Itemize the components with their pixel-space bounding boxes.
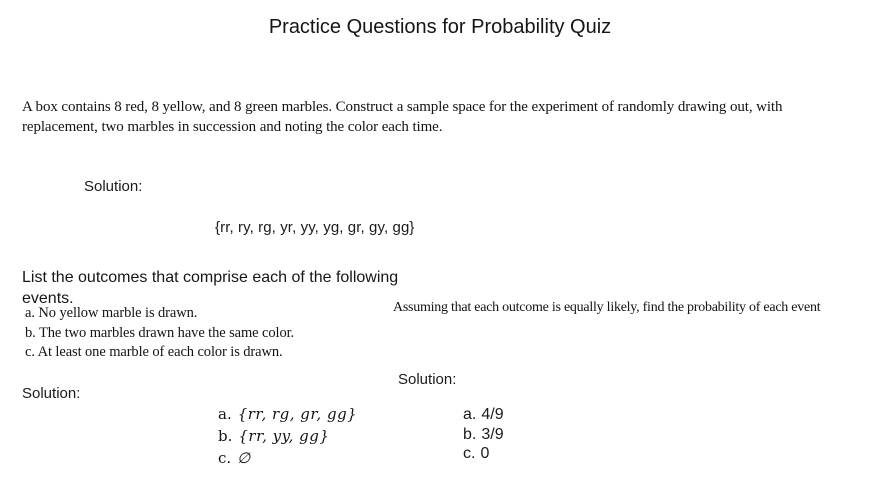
event-answer-c-set: ∅ <box>237 449 251 467</box>
event-answers-list <box>218 403 357 469</box>
sample-space-set: {rr, ry, rg, yr, yy, yg, gr, gy, gg} <box>215 219 415 236</box>
event-item-a <box>25 304 294 324</box>
probability-answer-a <box>463 405 504 425</box>
probability-solution-label: Solution: <box>398 371 457 388</box>
page-title: Practice Questions for Probability Quiz <box>268 16 612 38</box>
probability-answer-c-value: 0 <box>480 445 490 462</box>
probability-answer-a-value: 4/9 <box>481 406 504 423</box>
probability-answer-c <box>463 444 504 464</box>
event-item-c-text: At least one marble of each color is drawn. <box>37 344 283 360</box>
event-item-c <box>25 343 294 363</box>
event-item-a-text: No yellow marble is drawn. <box>38 305 198 321</box>
events-solution-label: Solution: <box>22 385 81 402</box>
event-answer-a-label: a. <box>218 405 232 423</box>
event-item-a-label: a. <box>25 305 35 321</box>
event-item-b <box>25 324 294 344</box>
event-item-b-label: b. <box>25 324 36 341</box>
event-answer-a-set: {rr, rg, gr, gg} <box>237 405 358 423</box>
sample-space-solution-label: Solution: <box>84 178 143 195</box>
event-items-list <box>25 304 294 363</box>
problem-statement: A box contains 8 red, 8 yellow, and 8 green marbles. Construct a sample space for the experiment of randomly drawing out, with replacement, two marbles in succession and noting the color each time. <box>22 99 783 135</box>
event-item-b-text: The two marbles drawn have the same color. <box>38 324 295 341</box>
probability-question-prompt: Assuming that each outcome is equally likely, find the probability of each event <box>393 300 821 315</box>
event-answer-b-label: b. <box>218 427 233 445</box>
probability-answer-b-value: 3/9 <box>481 425 504 443</box>
events-question-prompt: List the outcomes that comprise each of the following events. <box>22 269 399 307</box>
event-answer-b-set: {rr, yy, gg} <box>238 427 330 445</box>
event-answer-a <box>218 403 357 425</box>
probability-answers-list <box>463 405 504 464</box>
event-answer-c-label: c. <box>218 449 232 467</box>
probability-answer-c-label: c. <box>463 445 476 462</box>
event-answer-b <box>218 425 357 447</box>
event-answer-c <box>218 447 357 469</box>
event-item-c-label: c. <box>25 344 35 360</box>
probability-answer-b-label: b. <box>463 425 477 443</box>
probability-answer-b <box>463 425 504 445</box>
probability-answer-a-label: a. <box>463 406 477 423</box>
